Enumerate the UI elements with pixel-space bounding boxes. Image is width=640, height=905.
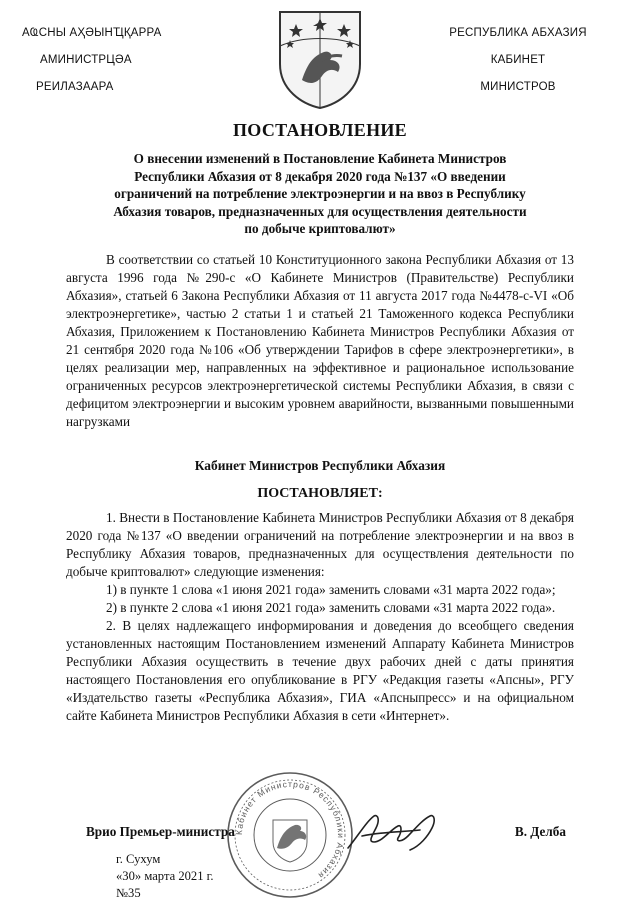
city: г. Сухум [116,852,161,866]
header-right-line: РЕСПУБЛИКА АБХАЗИЯ [449,27,587,39]
header-left-line: АМИНИСТРЦӘА [40,54,132,66]
signatory-name: В. Делба [514,824,566,839]
decrees-heading: ПОСТАНОВЛЯЕТ: [257,486,383,501]
header-right-russian [418,26,618,107]
preamble-paragraph: В соответствии со статьей 10 Конституционного закона Республики Абхазия от 13 августа 1996 года №290-с «О Кабинете Министров (Правительстве) Республики Абхазия», статьей 6 Закона Республики Абхазия от 11 августа 2017 года №4478-с-VI «Об электроэнергетике», частью 2 статьи 1 и статьей 21 Таможенного кодекса Республики Абхазия, Приложением к Постановлению Кабинета Министров Республики Абхазия от 21 сентября 2020 года №106 «Об утверждении Тарифов в сфере электроэнергетики», в целях реализации мер, направленных на эффективное и рациональное использование ограниченных ресурсов электроэнергетической системы Республики Абхазия, в связи с дефицитом электроэнергии и высоким уровнем аварийности, вызванными повышенными нагрузками [66,252,574,429]
subtitle-line: по добыче криптовалют» [244,221,396,236]
document-number: №35 [116,886,141,900]
header-left-line: РЕИЛАЗААРА [36,81,114,93]
item-1-sub-2: 2) в пункте 2 слова «1 июня 2021 года» заменить словами «31 марта 2022 года». [106,600,556,615]
subtitle-line: О внесении изменений в Постановление Кабинета Министров [133,151,507,166]
document-title: ПОСТАНОВЛЕНИЕ [233,120,407,140]
signatory-position: Врио Премьер-министра [86,824,235,839]
header-left-line: АҨСНЫ АҲӘЫНҴҚАРРА [22,27,162,39]
document-header [0,0,640,112]
handwritten-signature-icon [340,806,450,856]
item-1-sub-1: 1) в пункте 1 слова «1 июня 2021 года» заменить словами «31 марта 2022 года»; [106,582,556,597]
header-right-line: МИНИСТРОВ [480,81,556,93]
header-right-line: КАБИНЕТ [490,54,546,66]
seal-text: Кабинет Министров Республики Абхазия [233,778,347,882]
abkhazia-emblem-icon [272,6,368,110]
subtitle-line: Абхазия товаров, предназначенных для осуществления деятельности [113,203,527,219]
header-left-abkhaz [22,26,232,107]
items-block [66,509,574,725]
preamble-block [66,251,574,431]
subtitle-line: ограничений на потребление электроэнергии и на ввоз в Республику [114,186,526,201]
subtitle-line: Республики Абхазия от 8 декабря 2020 года №137 «О введении [134,168,506,184]
signature-row [86,824,566,846]
document-subtitle [70,150,570,238]
item-1: 1. Внести в Постановление Кабинета Министров Республики Абхазия от 8 декабря 2020 года №137 «О введении ограничений на потребление электроэнергии и на ввоз в Республику Абхазия товаров, предназначенных для осуществления деятельности по добыче криптовалют» следующие изменения: [66,510,574,579]
date: «30» марта 2021 г. [116,869,214,883]
place-date-block [116,851,214,902]
item-2: 2. В целях надлежащего информирования и доведения до всеобщего сведения установленных настоящим Постановлением изменений Аппарату Кабинета Министров Республики Абхазия осуществить в течение двух рабочих дней с даты принятия настоящего Постановления его опубликование в РГУ «Редакция газеты «Апсны», РГУ «Издательство газеты «Республика Абхазия», ГИА «Апсныпресс» и на официальном сайте Кабинета Министров Республики Абхазия в сети «Интернет». [66,618,574,723]
cabinet-heading: Кабинет Министров Республики Абхазия [194,458,446,473]
